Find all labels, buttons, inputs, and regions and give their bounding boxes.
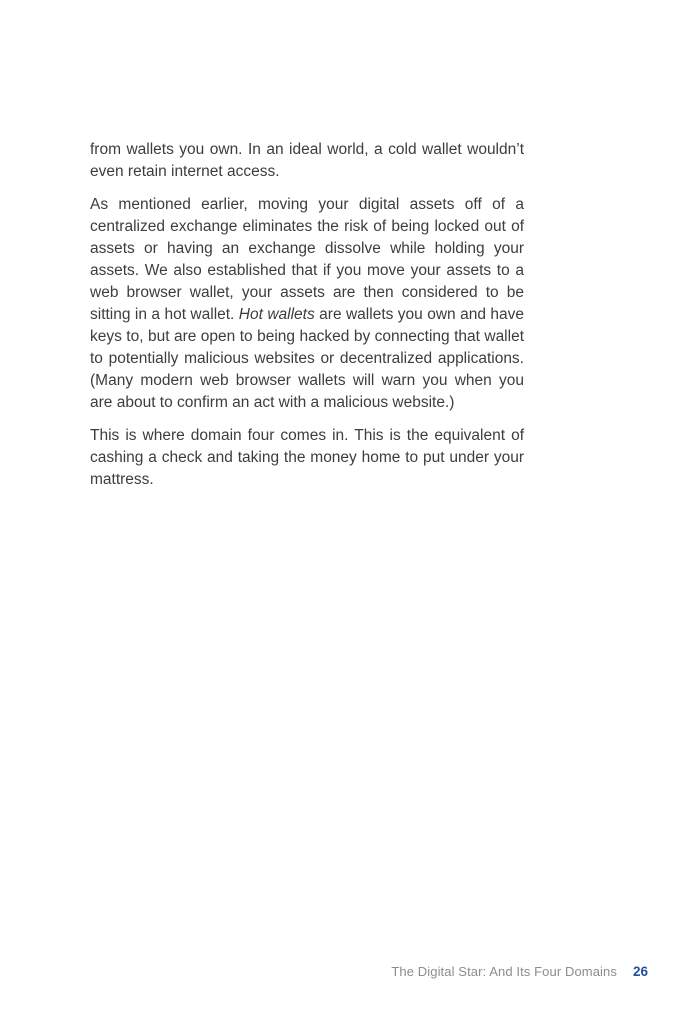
page-number: 26 (632, 964, 648, 979)
paragraph-text: As mentioned earlier, moving your digital assets off of a centralized exchange eliminates the risk of being locked out of assets or having an exchange dissolve while holding your assets. We also established that if you move your assets to a web browser wallet, your assets are then considered to be sitting in a hot wallet. (90, 196, 524, 323)
body-text-block (90, 139, 524, 491)
running-footer-book-title: The Digital Star: And Its Four Domains (391, 964, 617, 979)
paragraph-text: from wallets you own. In an ideal world, a cold wallet wouldn’t even retain internet access. (90, 141, 524, 180)
paragraph-cold-wallet (90, 139, 524, 183)
paragraph-text: are wallets you own and have keys to, but are open to being hacked by connecting that wallet to potentially malicious websites or decentralized applications. (Many modern web browser wallets will warn you when you are about to confirm an act with a malicious website.) (90, 306, 524, 411)
paragraph-domain-four (90, 425, 524, 491)
italic-term-hot-wallets: Hot wallets (238, 306, 315, 323)
page-footer (391, 964, 648, 979)
paragraph-hot-wallet (90, 194, 524, 414)
paragraph-text: This is where domain four comes in. This is the equivalent of cashing a check and taking the money home to put under your mattress. (90, 427, 524, 488)
